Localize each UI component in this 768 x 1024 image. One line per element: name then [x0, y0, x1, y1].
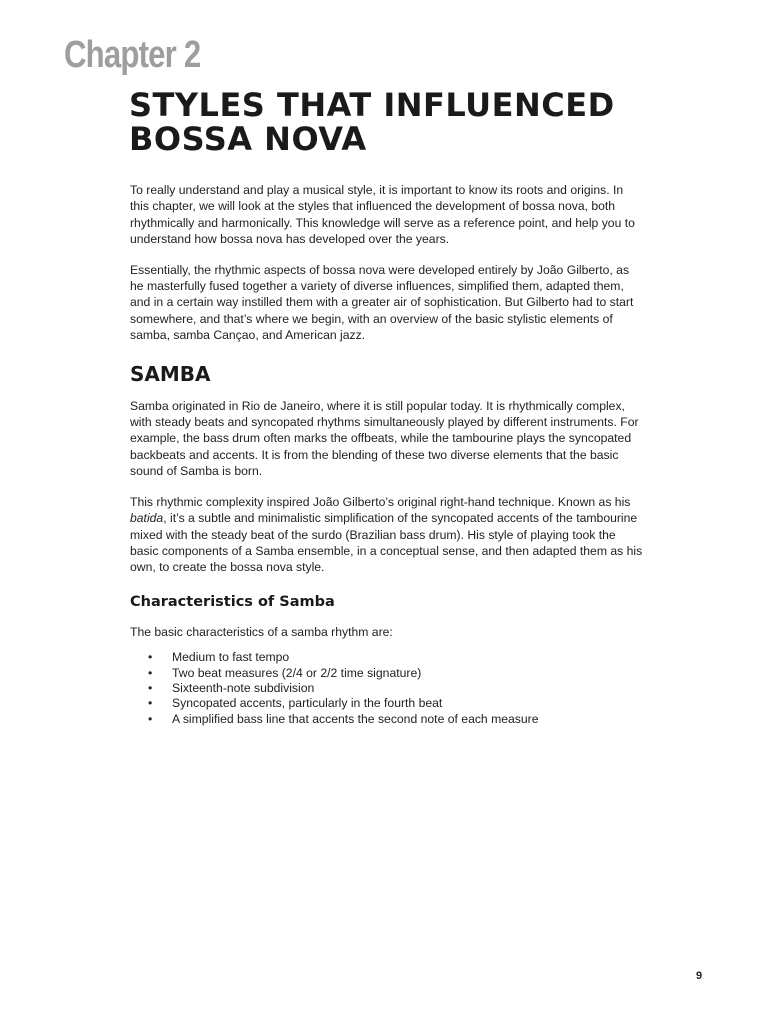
- intro-paragraph-1: To really understand and play a musical style, it is important to know its roots and origins. In this chapter, we will look at the styles that influenced the development of bossa nova, both rhythmically and harmonically. This knowledge will serve as a reference point, and help you to understand how bossa nova has developed over the years.: [130, 183, 635, 247]
- list-item: [130, 666, 645, 681]
- bullet-icon: •: [148, 650, 153, 665]
- list-item: [130, 696, 645, 711]
- chapter-title: [129, 88, 689, 156]
- samba-paragraph-2: [130, 494, 645, 576]
- list-item-text: Medium to fast tempo: [172, 650, 290, 665]
- characteristics-heading: Characteristics of Samba: [130, 593, 335, 610]
- intro-paragraph-2: Essentially, the rhythmic aspects of bossa nova were developed entirely by João Gilberto, as he masterfully fused together a variety of diverse influences, simplified them, adapted them, and in a certain way instilled them with a greater air of sophistication. But Gilberto had to start somewhere, and that’s where we begin, with an overview of the basic stylistic elements of samba, samba Cançao, and American jazz.: [130, 262, 634, 343]
- page-content: [130, 182, 645, 727]
- samba-paragraph-1: Samba originated in Rio de Janeiro, where it is still popular today. It is rhythmically complex, with steady beats and syncopated rhythms simultaneously played by different instruments. For example, the bass drum often marks the offbeats, while the tambourine plays the syncopated backbeats and accents. It is from the blending of these two diverse elements that the basic sound of Samba is born.: [130, 398, 639, 479]
- bullet-icon: •: [148, 711, 153, 726]
- bullet-icon: •: [148, 680, 153, 695]
- characteristics-list: [130, 650, 645, 727]
- list-item-text: A simplified bass line that accents the second note of each measure: [172, 711, 539, 726]
- list-item: [130, 681, 645, 696]
- bullet-icon: •: [148, 665, 153, 680]
- list-item-text: Sixteenth-note subdivision: [172, 680, 315, 695]
- list-item: [130, 712, 645, 727]
- list-item: [130, 650, 645, 665]
- bullet-icon: •: [148, 696, 153, 711]
- page-number: 9: [696, 970, 703, 982]
- batida-term: batida: [130, 511, 164, 526]
- chapter-title-line-1: STYLES THAT INFLUENCED: [129, 86, 615, 124]
- samba-paragraph-2-text-b: , it’s a subtle and minimalistic simplification of the syncopated accents of the tambourine mixed with the steady beat of the surdo (Brazilian bass drum). His style of playing took the basic components of a Samba ensemble, in a conceptual sense, and then adapted them as his own, to create the bossa nova style.: [130, 511, 643, 575]
- list-item-text: Two beat measures (2/4 or 2/2 time signature): [172, 665, 422, 680]
- characteristics-intro: The basic characteristics of a samba rhythm are:: [130, 624, 393, 639]
- chapter-label: Chapter 2: [64, 34, 201, 76]
- samba-heading: SAMBA: [130, 361, 211, 386]
- list-item-text: Syncopated accents, particularly in the fourth beat: [172, 696, 443, 711]
- chapter-title-line-2: BOSSA NOVA: [129, 120, 367, 158]
- samba-paragraph-2-text-a: This rhythmic complexity inspired João Gilberto’s original right-hand technique. Known as his: [130, 494, 631, 509]
